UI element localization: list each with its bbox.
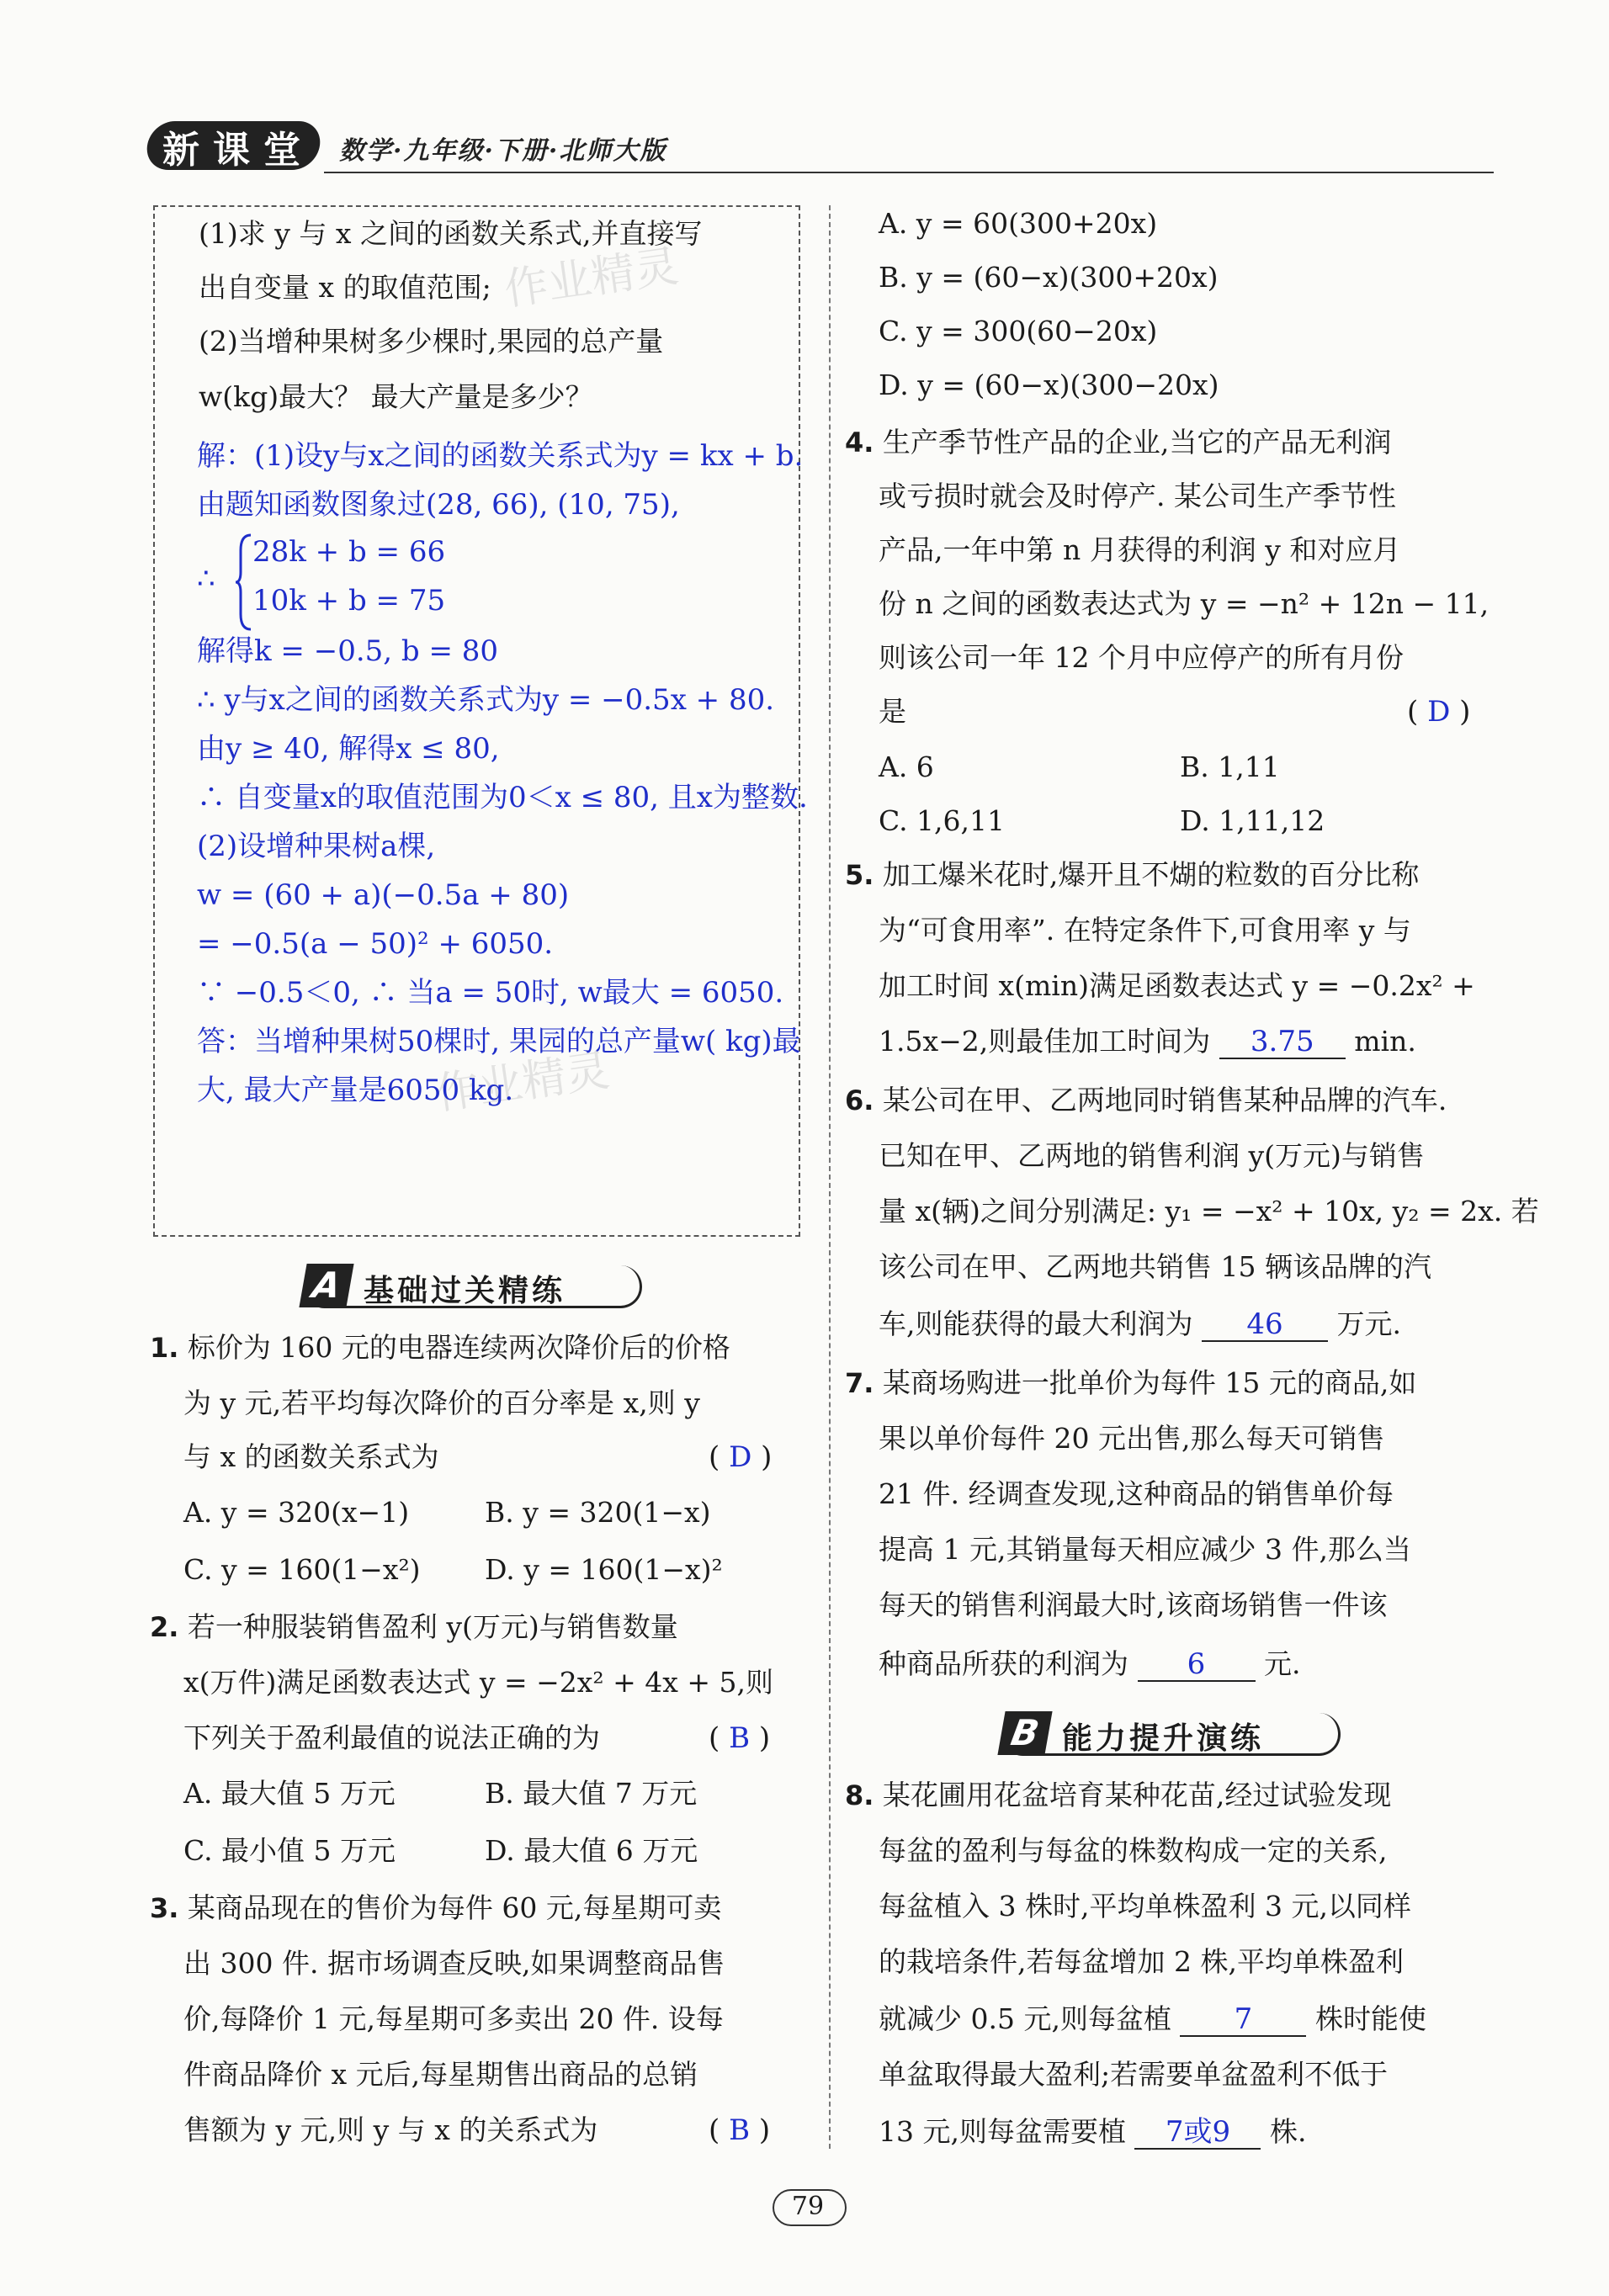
solution-line: 由y ≥ 40, 解得x ≤ 80, xyxy=(197,732,500,766)
option-c: C. y = 300(60−20x) xyxy=(879,315,1158,347)
question-1 xyxy=(150,1331,730,1365)
option-a: A. 最大值 5 万元 xyxy=(183,1777,396,1810)
solution-line: ∴ y与x之间的函数关系式为y = −0.5x + 80. xyxy=(197,683,775,717)
logo-char: 堂 xyxy=(263,129,300,172)
question-line xyxy=(879,1647,1301,1682)
question-text: 的栽培条件,若每盆增加 2 株,平均单株盈利 xyxy=(879,1945,1404,1978)
answer-bracket: ( D ) xyxy=(1407,695,1471,729)
question-number: 1. xyxy=(150,1332,179,1364)
answer-choice: D xyxy=(1427,695,1451,729)
question-number: 4. xyxy=(845,427,874,459)
section-title: 能力提升演练 xyxy=(1062,1721,1265,1756)
box-question-1b: 出自变量 x 的取值范围; xyxy=(199,271,491,304)
logo-char: 课 xyxy=(213,129,250,172)
question-text: 提高 1 元,其销量每天相应减少 3 件,那么当 xyxy=(879,1533,1411,1566)
question-text: 每天的销售利润最大时,该商场销售一件该 xyxy=(879,1588,1388,1621)
solution-line: ∴ 自变量x的取值范围为0＜x ≤ 80, 且x为整数. xyxy=(197,781,808,814)
page-number-text: 79 xyxy=(791,2192,825,2221)
answer-choice: D xyxy=(729,1440,752,1474)
watermark: 作业精灵 xyxy=(432,1045,613,1121)
solution-line: 由题知函数图象过(28, 66), (10, 75), xyxy=(197,488,680,522)
answer-bracket: ( D ) xyxy=(709,1440,773,1474)
equation-2: 10k + b = 75 xyxy=(252,584,446,618)
question-text: 某商场购进一批单价为每件 15 元的商品,如 xyxy=(882,1366,1417,1399)
question-3 xyxy=(150,1891,721,1925)
question-text: 若一种服装销售盈利 y(万元)与销售数量 xyxy=(187,1610,678,1643)
question-text: 加工爆米花时,爆开且不煳的粒数的百分比称 xyxy=(882,858,1420,891)
question-line xyxy=(879,1307,1401,1342)
solution-line: 答：当增种果树50棵时, 果园的总产量w( kg)最 xyxy=(197,1025,801,1058)
book-subtitle: 数学·九年级·下册·北师大版 xyxy=(339,136,667,166)
question-text: 就减少 0.5 元,则每盆植 xyxy=(879,2002,1171,2035)
box-question-1: (1)求 y 与 x 之间的函数关系式,并直接写 xyxy=(199,217,703,250)
solution-line: 解：(1)设y与x之间的函数关系式为y = kx + b. xyxy=(197,439,804,473)
question-text: 13 元,则每盆需要植 xyxy=(879,2115,1126,2148)
option-d: D. 最大值 6 万元 xyxy=(485,1834,698,1867)
question-text: 株时能使 xyxy=(1314,2002,1426,2035)
option-b: B. 1,11 xyxy=(1180,750,1280,783)
question-text: 该公司在甲、乙两地共销售 15 辆该品牌的汽 xyxy=(879,1250,1431,1283)
question-text: 种商品所获的利润为 xyxy=(879,1647,1128,1680)
question-text: min. xyxy=(1354,1025,1416,1058)
section-title: 基础过关精练 xyxy=(364,1274,566,1308)
question-text: 加工时间 x(min)满足函数表达式 y = −0.2x² + xyxy=(879,969,1475,1002)
fill-answer: 3.75 xyxy=(1219,1026,1346,1059)
question-number: 7. xyxy=(845,1367,874,1399)
question-text: 生产季节性产品的企业,当它的产品无利润 xyxy=(882,426,1392,459)
therefore-symbol: ∴ xyxy=(197,562,215,596)
fill-answer: 7 xyxy=(1180,2003,1306,2037)
option-d: D. y = 160(1−x)² xyxy=(485,1553,723,1586)
answer-choice: B xyxy=(729,1721,751,1755)
question-text: 份 n 之间的函数表达式为 y = −n² + 12n − 11, xyxy=(879,587,1490,620)
question-text: 出 300 件. 据市场调查反映,如果调整商品售 xyxy=(183,1947,725,1980)
option-a: A. y = 60(300+20x) xyxy=(879,207,1158,240)
question-text: 果以单价每件 20 元出售,那么每天可销售 xyxy=(879,1422,1385,1455)
answer-bracket: ( B ) xyxy=(709,1721,771,1755)
question-text: 每盆植入 3 株时,平均单株盈利 3 元,以同样 xyxy=(879,1890,1411,1922)
option-b: B. 最大值 7 万元 xyxy=(485,1777,698,1810)
question-text: 每盆的盈利与每盆的株数构成一定的关系, xyxy=(879,1834,1388,1867)
question-text: 株. xyxy=(1269,2115,1307,2148)
question-6 xyxy=(845,1084,1447,1117)
question-7 xyxy=(845,1366,1416,1400)
solution-line: ∵ −0.5＜0, ∴ 当a = 50时, w最大 = 6050. xyxy=(197,976,784,1010)
option-b: B. y = (60−x)(300+20x) xyxy=(879,261,1219,294)
option-c: C. 最小值 5 万元 xyxy=(183,1834,396,1867)
question-text: 价,每降价 1 元,每星期可多卖出 20 件. 设每 xyxy=(183,2002,724,2035)
answer-bracket: ( B ) xyxy=(709,2113,771,2147)
watermark: 作业精灵 xyxy=(501,241,682,316)
question-number: 3. xyxy=(150,1892,179,1924)
question-text: 车,则能获得的最大利润为 xyxy=(879,1307,1193,1340)
question-text: 已知在甲、乙两地的销售利润 y(万元)与销售 xyxy=(879,1139,1425,1172)
question-8 xyxy=(845,1779,1391,1812)
page-header xyxy=(147,118,1494,177)
section-letter: B xyxy=(997,1711,1052,1755)
question-2 xyxy=(150,1610,678,1644)
question-line xyxy=(879,2115,1306,2150)
section-a-banner xyxy=(303,1264,640,1309)
question-text: 量 x(辆)之间分别满足: y₁ = −x² + 10x, y₂ = 2x. 若 xyxy=(879,1195,1539,1228)
question-text: 售额为 y 元,则 y 与 x 的关系式为 xyxy=(183,2113,598,2146)
solution-line: 解得k = −0.5, b = 80 xyxy=(197,634,499,668)
box-question-2b: w(kg)最大？ 最大产量是多少？ xyxy=(199,380,593,413)
option-b: B. y = 320(1−x) xyxy=(485,1496,711,1529)
question-text: 某商品现在的售价为每件 60 元,每星期可卖 xyxy=(187,1891,722,1924)
question-number: 2. xyxy=(150,1611,179,1643)
question-line xyxy=(879,2002,1426,2037)
section-letter: A xyxy=(299,1264,353,1307)
question-number: 8. xyxy=(845,1779,874,1811)
question-text: 21 件. 经调查发现,这种商品的销售单价每 xyxy=(879,1477,1394,1510)
question-number: 5. xyxy=(845,859,874,891)
section-b-banner xyxy=(1001,1711,1338,1757)
option-d: D. y = (60−x)(300−20x) xyxy=(879,369,1219,401)
logo-char: 新 xyxy=(162,129,199,172)
question-5 xyxy=(845,858,1419,892)
question-text: 某公司在甲、乙两地同时销售某种品牌的汽车. xyxy=(882,1084,1447,1116)
question-text: 万元. xyxy=(1336,1307,1401,1340)
fill-answer: 6 xyxy=(1138,1648,1256,1682)
equation-1: 28k + b = 66 xyxy=(252,535,446,569)
option-d: D. 1,11,12 xyxy=(1180,804,1325,837)
fill-answer: 7或9 xyxy=(1134,2116,1261,2150)
solution-line: = −0.5(a − 50)² + 6050. xyxy=(197,927,554,961)
question-number: 6. xyxy=(845,1084,874,1116)
option-a: A. 6 xyxy=(879,750,934,783)
book-logo xyxy=(147,118,324,177)
solution-line: w = (60 + a)(−0.5a + 80) xyxy=(197,878,570,912)
question-text: x(万件)满足函数表达式 y = −2x² + 4x + 5,则 xyxy=(183,1666,773,1699)
question-4 xyxy=(845,426,1391,459)
question-text: 是 xyxy=(879,695,906,728)
question-text: 为“可食用率”. 在特定条件下,可食用率 y 与 xyxy=(879,914,1411,947)
column-divider xyxy=(829,205,831,2149)
option-c: C. 1,6,11 xyxy=(879,804,1006,837)
question-line xyxy=(879,1025,1416,1059)
option-a: A. y = 320(x−1) xyxy=(183,1496,410,1529)
question-text: 与 x 的函数关系式为 xyxy=(183,1440,439,1473)
question-text: 则该公司一年 12 个月中应停产的所有月份 xyxy=(879,641,1404,674)
question-text: 或亏损时就会及时停产. 某公司生产季节性 xyxy=(879,480,1396,512)
question-text: 为 y 元,若平均每次降价的百分率是 x,则 y xyxy=(183,1387,700,1419)
page-number xyxy=(749,2187,867,2226)
solution-line: 大, 最大产量是6050 kg. xyxy=(197,1074,514,1107)
box-question-2: (2)当增种果树多少棵时,果园的总产量 xyxy=(199,325,664,358)
solution-line: (2)设增种果树a棵, xyxy=(197,830,436,863)
question-text: 元. xyxy=(1264,1647,1301,1680)
question-text: 件商品降价 x 元后,每星期售出商品的总销 xyxy=(183,2058,698,2091)
question-text: 标价为 160 元的电器连续两次降价后的价格 xyxy=(187,1331,730,1364)
fill-answer: 46 xyxy=(1202,1308,1328,1342)
option-c: C. y = 160(1−x²) xyxy=(183,1553,421,1586)
question-text: 产品,一年中第 n 月获得的利润 y 和对应月 xyxy=(879,533,1401,566)
question-text: 某花圃用花盆培育某种花苗,经过试验发现 xyxy=(882,1779,1392,1811)
question-text: 1.5x−2,则最佳加工时间为 xyxy=(879,1025,1211,1058)
question-text: 下列关于盈利最值的说法正确的为 xyxy=(183,1721,600,1754)
system-brace xyxy=(234,533,252,631)
answer-choice: B xyxy=(729,2113,751,2147)
question-text: 单盆取得最大盈利;若需要单盆盈利不低于 xyxy=(879,2058,1389,2091)
header-rule xyxy=(324,172,1494,173)
